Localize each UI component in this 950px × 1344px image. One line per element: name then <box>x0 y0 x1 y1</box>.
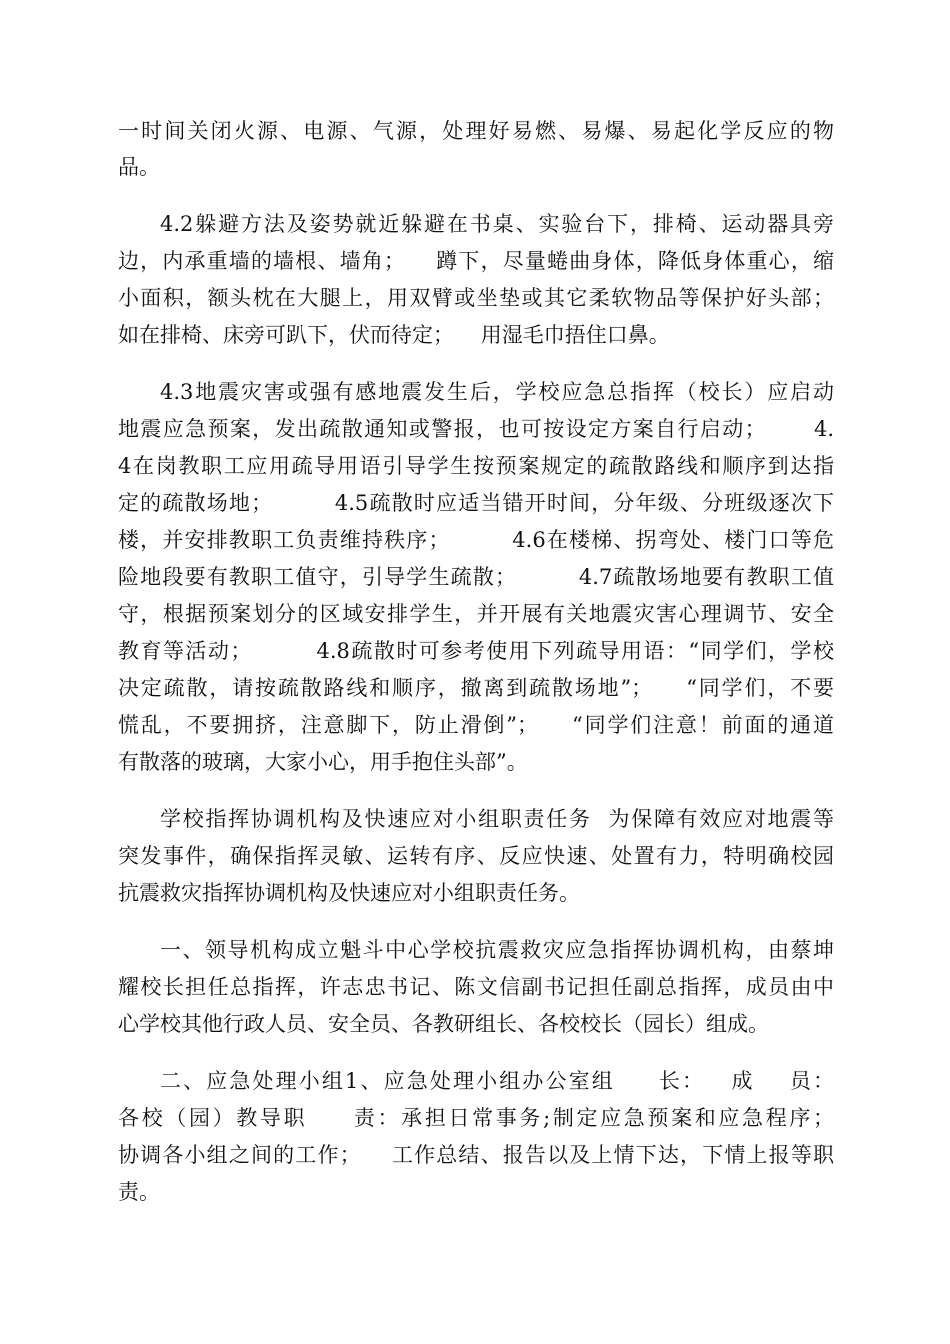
text-line: 心学校其他行政人员、安全员、各教研组长、各校校长（园长）组成。 <box>118 1012 769 1036</box>
text-line: 学校指挥协调机构及快速应对小组职责任务 为保障有效应对地震等 <box>160 807 834 831</box>
text-line: 4.2躲避方法及姿势就近躲避在书桌、实验台下，排椅、运动器具旁 <box>160 212 834 236</box>
text-line: 4在岗教职工应用疏导用语引导学生按预案规定的疏散路线和顺序到达指 <box>118 454 834 478</box>
text-line: 慌乱，不要拥挤，注意脚下，防止滑倒”； “同学们注意！前面的通道 <box>118 713 834 737</box>
text-line: 各校（园）教导职 责：承担日常事务;制定应急预案和应急程序； <box>118 1106 834 1130</box>
text-line: 抗震救灾指挥协调机构及快速应对小组职责任务。 <box>118 881 580 905</box>
text-line: 一、领导机构成立魁斗中心学校抗震救灾应急指挥协调机构，由蔡坤 <box>160 938 834 962</box>
text-line: 小面积，额头枕在大腿上，用双臂或坐垫或其它柔软物品等保护好头部； <box>118 286 834 310</box>
text-line: 耀校长担任总指挥，许志忠书记、陈文信副书记担任副总指挥，成员由中 <box>118 975 834 999</box>
text-line: 边，内承重墙的墙根、墙角； 蹲下，尽量蜷曲身体，降低身体重心，缩 <box>118 249 834 273</box>
text-line: 二、应急处理小组1、应急处理小组办公室组 长： 成 员： <box>160 1069 834 1093</box>
text-line: 险地段要有教职工值守，引导学生疏散； 4.7疏散场地要有教职工值 <box>118 565 834 589</box>
text-line: 楼，并安排教职工负责维持秩序； 4.6在楼梯、拐弯处、楼门口等危 <box>118 528 834 552</box>
text-line: 4.3地震灾害或强有感地震发生后，学校应急总指挥（校长）应启动 <box>160 380 834 404</box>
text-line: 突发事件，确保指挥灵敏、运转有序、反应快速、处置有力，特明确校园 <box>118 844 834 868</box>
text-line: 定的疏散场地； 4.5疏散时应适当错开时间，分年级、分班级逐次下 <box>118 491 834 515</box>
text-line: 协调各小组之间的工作； 工作总结、报告以及上情下达，下情上报等职 <box>118 1143 834 1167</box>
text-line: 责。 <box>118 1180 160 1204</box>
text-line: 守，根据预案划分的区域安排学生，并开展有关地震灾害心理调节、安全 <box>118 602 834 626</box>
text-line: 决定疏散，请按疏散路线和顺序，撤离到疏散场地”； “同学们，不要 <box>118 676 834 700</box>
text-line: 一时间关闭火源、电源、气源，处理好易燃、易爆、易起化学反应的物 <box>118 119 834 143</box>
text-line: 教育等活动； 4.8疏散时可参考使用下列疏导用语：“同学们，学校 <box>118 639 834 663</box>
text-line: 品。 <box>118 155 160 179</box>
text-line: 地震应急预案，发出疏散通知或警报，也可按设定方案自行启动； 4. <box>118 417 834 441</box>
text-line: 如在排椅、床旁可趴下，伏而待定； 用湿毛巾捂住口鼻。 <box>118 323 670 347</box>
text-line: 有散落的玻璃，大家小心，用手抱住头部”。 <box>118 750 528 774</box>
